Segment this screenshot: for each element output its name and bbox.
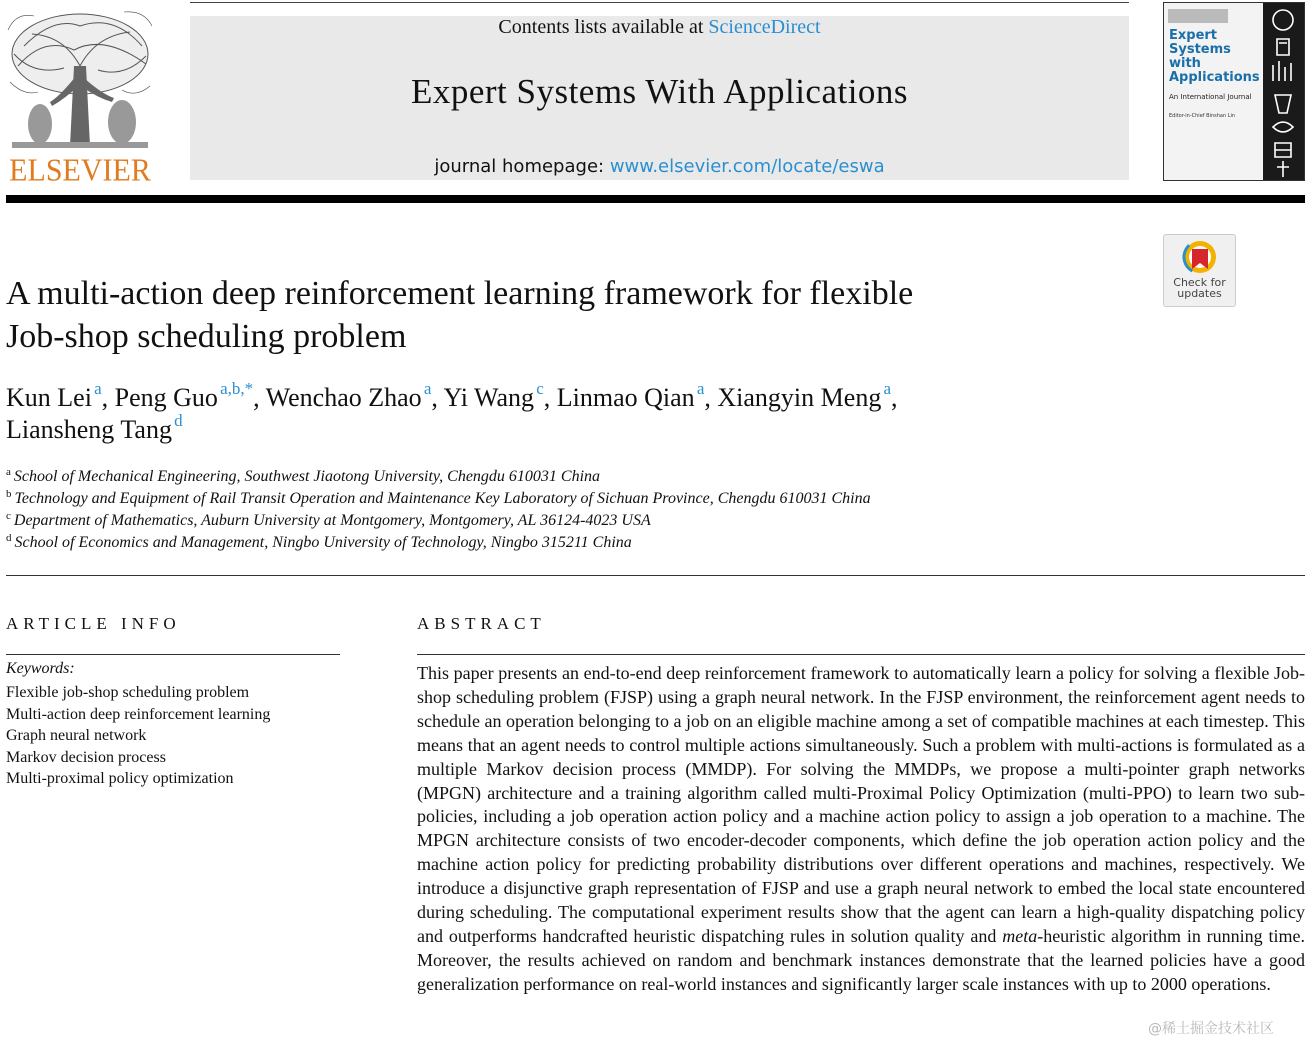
caduceus-icon xyxy=(1277,161,1289,177)
header-top-rule xyxy=(190,2,1129,3)
homepage-prefix: journal homepage: xyxy=(434,156,610,177)
affiliation-item xyxy=(6,510,1106,532)
header-thick-rule xyxy=(6,195,1305,203)
author-name[interactable]: Liansheng Tang xyxy=(6,415,172,444)
crossmark-icon xyxy=(1182,239,1218,277)
cover-title xyxy=(1169,29,1264,85)
author-name[interactable]: Yi Wang xyxy=(443,383,535,412)
abstract-body xyxy=(417,662,1305,997)
elsevier-tree-icon xyxy=(4,6,156,154)
contents-line xyxy=(190,16,1129,39)
keyword-item: Multi-action deep reinforcement learning xyxy=(6,705,271,723)
article-title-line: Job-shop scheduling problem xyxy=(6,318,407,355)
affiliation-item xyxy=(6,466,1106,488)
abstract-text-part: -heuristic algorithm in running time. Moreover, the results achieved on random and benchmark instances demonstrate that the learned policies have a good generalization performance on real-world instances and significantly larger scale instances with up to 2000 operations. xyxy=(417,925,1305,994)
flask-icon xyxy=(1275,95,1291,113)
keywords-list xyxy=(6,682,270,790)
author-affiliation-ref[interactable]: a xyxy=(696,379,705,398)
cover-title-line: Expert xyxy=(1169,28,1218,43)
journal-homepage-link[interactable]: www.elsevier.com/locate/eswa xyxy=(609,156,885,177)
affiliation-text: School of Economics and Management, Ningbo University of Technology, Ningbo 315211 China xyxy=(14,534,632,551)
author-list: Kun Lei $^a$, Peng Guo $^{a,b,*}$, Wenchao Zhao $^a$, Yi Wang $^c$, Linmao Qian $^a$, Xiangyin Meng $^a$, Liansheng Tang $^d$ xyxy=(6,379,898,444)
author-affiliation-ref[interactable]: a xyxy=(94,379,102,398)
keyword-item: Flexible job-shop scheduling problem xyxy=(6,684,250,701)
check-updates-line: Check for xyxy=(1173,276,1226,289)
affiliation-key: b xyxy=(6,488,12,500)
affiliation-item xyxy=(6,532,1106,554)
affiliation-key: c xyxy=(6,510,11,522)
section-divider xyxy=(6,575,1305,576)
author-affiliation-ref[interactable]: a,b,* xyxy=(220,379,254,398)
steering-icon xyxy=(1273,10,1293,30)
abstract-italic-word: meta xyxy=(1002,925,1038,946)
robot-icon xyxy=(1277,39,1289,55)
cover-subtitle: An International Journal xyxy=(1169,93,1252,101)
sciencedirect-link[interactable]: ScienceDirect xyxy=(708,16,821,38)
cover-issn-strip xyxy=(1168,9,1228,23)
abstract-text-part: This paper presents an end-to-end deep reinforcement framework to automatically learn a policy for solving a flexible Job-shop scheduling problem (FJSP) using a graph neural network. In the FJSP environment, the reinforcement agent needs to schedule an operation belonging to a job on an eligible machine among a set of compatible machines at each timestep. This means that an agent needs to control multiple actions simultaneously. Such a problem with multi-actions is formulated as a multiple Markov decision process (MMDP). For solving the MMDPs, we propose a multi-pointer graph networks (MPGN) architecture and a training algorithm called multi-Proximal Policy Optimization (multi-PPO) to learn two sub-policies, including a job operation action policy and a machine action policy to assign a job operation to a machine. The MPGN architecture consists of two encoder-decoder components, which define the job operation action policy and the machine action policy for predicting probability distributions over different operations and machines, respectively. We introduce a disjunctive graph representation of FJSP and use a graph neural network to embed the local state encountered during scheduling. The computational experiment results show that the agent can learn a high-quality dispatching policy and outperforms handcrafted heuristic dispatching rules in solution quality and xyxy=(417,663,1305,946)
author-name[interactable]: Linmao Qian xyxy=(556,383,695,412)
author-affiliation-ref[interactable]: d xyxy=(174,411,183,430)
author-name[interactable]: Wenchao Zhao xyxy=(265,383,422,412)
check-updates-line: updates xyxy=(1177,287,1222,300)
bars-icon xyxy=(1273,61,1291,81)
keywords-label: Keywords: xyxy=(6,660,75,677)
article-info-heading: ARTICLE INFO xyxy=(6,614,181,633)
author-name[interactable]: Kun Lei xyxy=(6,383,92,412)
watermark: @稀土掘金技术社区 xyxy=(1148,1021,1274,1037)
affiliation-list xyxy=(6,466,1106,554)
affiliation-item xyxy=(6,488,1106,510)
keyword-item: Markov decision process xyxy=(6,748,166,766)
brain-icon xyxy=(1273,122,1293,132)
affiliation-key: d xyxy=(6,532,12,544)
cover-title-line: Systems xyxy=(1169,42,1231,57)
affiliation-text: School of Mechanical Engineering, Southwest Jiaotong University, Chengdu 610031 China xyxy=(13,468,601,485)
cover-editor: Editor-in-Chief Binshan Lin xyxy=(1169,113,1236,119)
author-affiliation-ref[interactable]: a xyxy=(883,379,892,398)
affiliation-text: Technology and Equipment of Rail Transit Operation and Maintenance Key Laboratory of Sichuan Province, Chengdu 610031 China xyxy=(14,490,871,507)
abstract-rule xyxy=(417,654,1305,655)
author-affiliation-ref[interactable]: c xyxy=(536,379,544,398)
journal-name[interactable]: Expert Systems With Applications xyxy=(410,72,909,111)
author-name[interactable]: Peng Guo xyxy=(114,383,218,412)
elsevier-logo[interactable] xyxy=(4,6,156,188)
journal-cover[interactable] xyxy=(1163,2,1305,181)
abstract-heading: ABSTRACT xyxy=(417,614,546,633)
author-affiliation-ref[interactable]: a xyxy=(423,379,432,398)
author-name[interactable]: Xiangyin Meng xyxy=(717,383,882,412)
cover-icons xyxy=(1263,3,1304,180)
homepage-line xyxy=(190,156,1129,177)
article-title xyxy=(6,272,1106,358)
article-info-rule xyxy=(6,654,340,655)
elsevier-wordmark: ELSEVIER xyxy=(9,153,151,188)
affiliation-key: a xyxy=(6,466,11,478)
grid-icon xyxy=(1275,143,1291,157)
keyword-item: Graph neural network xyxy=(6,727,147,744)
contents-prefix: Contents lists available at xyxy=(498,16,709,38)
affiliation-text: Department of Mathematics, Auburn University at Montgomery, Montgomery, AL 36124-4023 USA xyxy=(13,512,651,529)
keyword-item: Multi-proximal policy optimization xyxy=(6,770,234,787)
article-title-line: A multi-action deep reinforcement learning framework for flexible xyxy=(6,275,914,312)
cover-title-line: Applications xyxy=(1169,70,1260,85)
check-for-updates-button[interactable] xyxy=(1163,234,1236,307)
cover-icon-strip xyxy=(1263,3,1304,180)
check-updates-label xyxy=(1164,277,1235,299)
journal-header xyxy=(190,16,1129,180)
cover-title-line: with xyxy=(1169,56,1201,71)
